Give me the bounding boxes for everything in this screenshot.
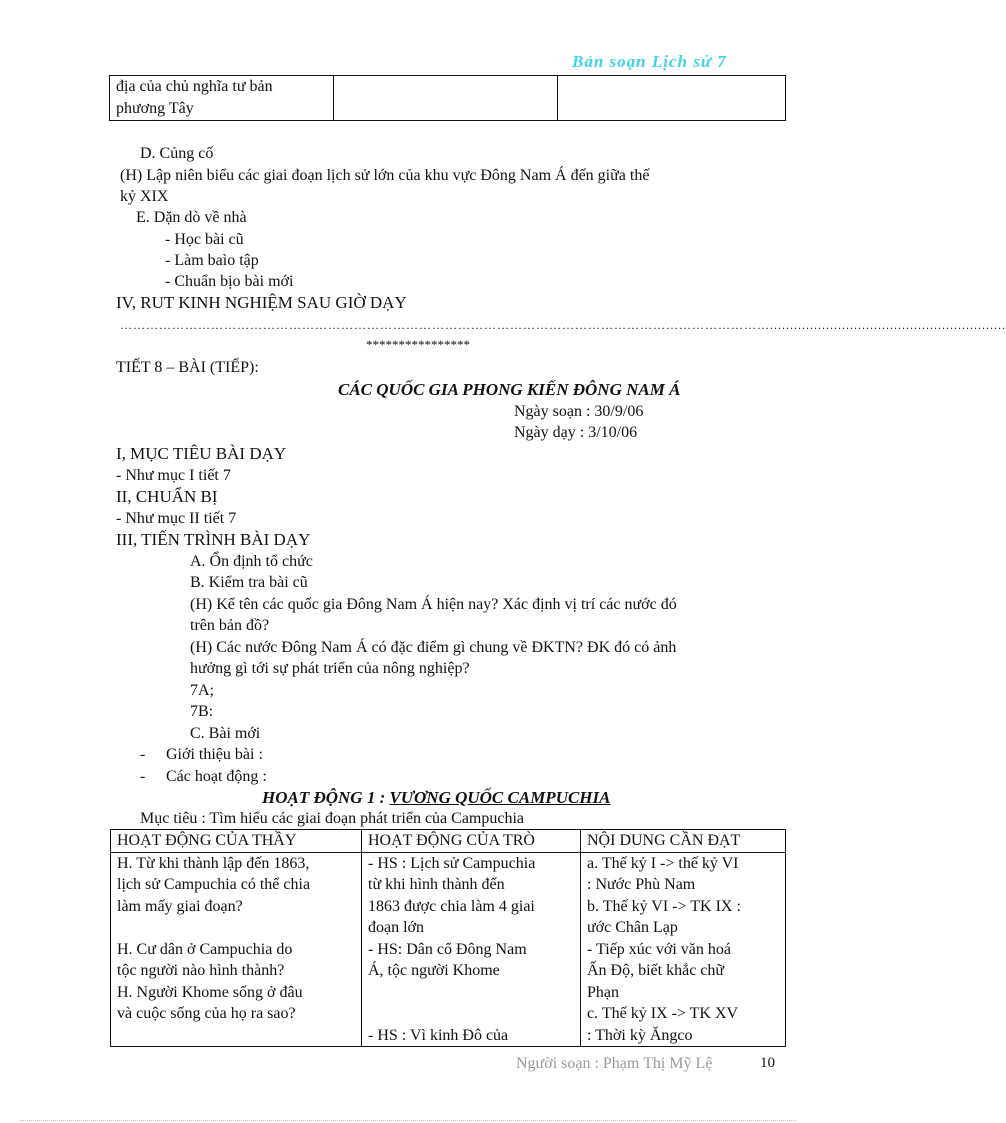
section-ii-title: II, CHUẨN BỊ (116, 487, 218, 506)
date-prepared: Ngày soạn : 30/9/06 (514, 403, 644, 420)
table-header-teacher: HOẠT ĐỘNG CỦA THẦY (111, 830, 362, 853)
dotted-line: ……………………………………………………………………………………………………………………………………........................................................... (120, 318, 1006, 332)
step-a: A. Ổn định tổ chức (190, 553, 313, 570)
section-iii-title: III, TIẾN TRÌNH BÀI DẠY (116, 530, 311, 549)
section-iv-title: IV, RUT KINH NGHIỆM SAU GIỜ DẠY (116, 293, 407, 312)
class-7b: 7B: (190, 703, 214, 720)
step-b: B. Kiểm tra bài cũ (190, 574, 308, 591)
step-c: C. Bài mới (190, 725, 261, 742)
section-i-item: - Như mục I tiết 7 (116, 467, 231, 484)
section-i-title: I, MỤC TIÊU BÀI DẠY (116, 444, 287, 463)
stars-divider: **************** (366, 337, 470, 352)
question-2-line2: hưởng gì tới sự phát triển của nông nghiệp? (190, 660, 470, 677)
section-d-question-line2: kỷ XIX (120, 188, 169, 205)
question-1-line1: (H) Kể tên các quốc gia Đông Nam Á hiện nay? Xác định vị trí các nước đó (190, 596, 677, 613)
activity-heading: HOẠT ĐỘNG 1 : VƯƠNG QUỐC CAMPUCHIA (262, 788, 611, 807)
lesson-title: CÁC QUỐC GIA PHONG KIẾN ĐÔNG NAM Á (338, 380, 681, 399)
list-item: - Học bài cũ (165, 231, 244, 248)
table-header-content: NỘI DUNG CẦN ĐẠT (581, 830, 786, 853)
section-e-title: E. Dặn dò về nhà (136, 209, 247, 226)
activities-item: - Các hoạt động : (140, 768, 267, 785)
table-header-student: HOẠT ĐỘNG CỦA TRÒ (362, 830, 581, 853)
page-bottom-divider (20, 1120, 796, 1121)
top-table-cell-2 (334, 76, 558, 121)
teacher-activity-cell: H. Từ khi thành lập đến 1863, lịch sử Campuchia có thể chia làm mấy giai đoạn? H. Cư dân ở Campuchia do tộc người nào hình thành? H. Người Khome sống ở đâu và cuộc sống của họ ra sao? (111, 852, 362, 1047)
question-2-line1: (H) Các nước Đông Nam Á có đặc điểm gì chung về ĐKTN? ĐK đó có ảnh (190, 639, 677, 656)
lesson-tiet: TIẾT 8 – BÀI (TIẾP): (116, 359, 259, 376)
intro-item: - Giới thiệu bài : (140, 746, 263, 763)
top-table-cell-1: địa của chủ nghĩa tư bản phương Tây (110, 76, 334, 121)
date-taught: Ngày dạy : 3/10/06 (514, 424, 638, 441)
header-watermark: Bản soạn Lịch sử 7 (572, 52, 727, 71)
content-cell: a. Thế kỷ I -> thế kỷ VI : Nước Phù Nam b. Thế kỷ VI -> TK IX : ước Chân Lạp - Tiếp xúc với văn hoá Ấn Độ, biết khắc chữ Phạn c. Thế kỷ IX -> TK XV : Thời kỳ Ăngco (581, 852, 786, 1047)
student-activity-cell: - HS : Lịch sử Campuchia từ khi hình thành đến 1863 được chia làm 4 giai đoạn lớn - HS: Dân cổ Đông Nam Á, tộc người Khome - HS : Vì kinh Đô của (362, 852, 581, 1047)
class-7a: 7A; (190, 682, 214, 699)
section-d-title: D. Củng cố (140, 145, 214, 162)
question-1-line2: trên bản đồ? (190, 617, 270, 634)
top-table (109, 75, 786, 121)
section-ii-item: - Như mục II tiết 7 (116, 510, 237, 527)
section-d-question-line1: (H) Lập niên biểu các giai đoạn lịch sử lớn của khu vực Đông Nam Á đến giữa thế (120, 167, 650, 184)
activity-objective: Mục tiêu : Tìm hiểu các giai đoạn phát triển của Campuchia (140, 810, 525, 827)
top-table-cell-3 (558, 76, 786, 121)
list-item: - Chuẩn bịo bài mới (165, 273, 294, 290)
page-number: 10 (760, 1055, 775, 1071)
activity-table (110, 829, 786, 1047)
list-item: - Làm baìo tập (165, 252, 259, 269)
footer-author: Người soạn : Phạm Thị Mỹ Lệ (516, 1055, 713, 1072)
